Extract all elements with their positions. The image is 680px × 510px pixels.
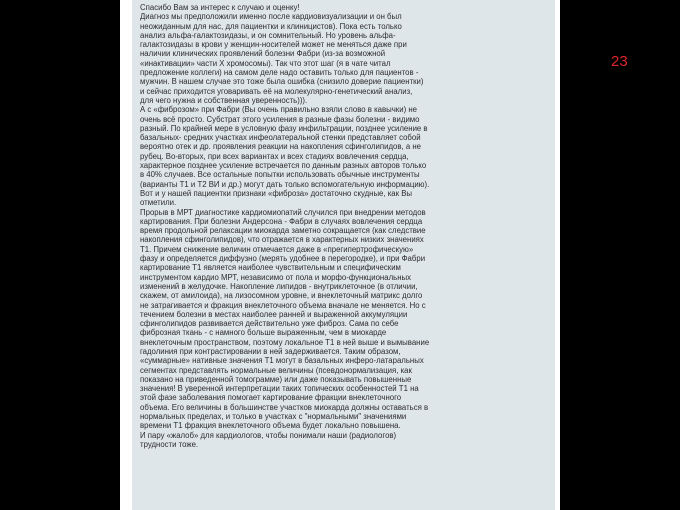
post-body-text: Спасибо Вам за интерес к случаю и оценку! Диагноз мы предположили именно после кардиовизуализации и он был неожиданным для нас, для пациентки и клиницистов). Пока есть только анализ альфа-галактозидазы, и он сомнительный. Но уровень альфа- галактозидазы в крови у женщин-носителей может не меняться даже при наличии клинических проявлений болезни Фабри (из-за возможной «инактивации» части X хромосомы). Так что этот шаг (я в чате читал предложение коллеги) на самом деле надо оставить только для пациентов - мужчин. В нашем случае это тоже была ошибка (снизило доверие пациентки) и сейчас приходится уговаривать её на молекулярно-генетический анализ, для чего нужна и собственная уверенность))). А с «фиброзом» при Фабри (Вы очень правильно взяли слово в кавычки) не очень всё просто. Субстрат этого усиления в разные фазы болезни - видимо разный. По крайней мере в условную фазу инфильтрации, позднее усиление в базальных- средних участках инфеолатеральной стенки представляет собой вероятно отек и др. проявления реакции на накопления сфинголипидов, а не рубец. Во-вторых, при всех вариантах и всех стадиях вовлечения сердца, характерное позднее усиление встречается по данным разных авторов только в 40% случаев. Все остальные попытки использовать обычные инструменты (варианты Т1 и Т2 ВИ и др.) могут дать только вспомогательную информацию). Вот и у нашей пациентки признаки «фиброза» достаточно скудные, как Вы отметили. Прорыв в МРТ диагностике кардиомиопатий случился при внедрении методов картирования. При болезни Андерсона - Фабри в случаях вовлечения сердца время продольной релаксации миокарда заметно сокращается (как следствие накопления сфинголипидов), что отражается в характерных низких значениях Т1. Причем снижение величин отмечается даже в «прегипертрофическую» фазу и определяется диффузно (мерять удобнее в перегородке), и при Фабри картирование Т1 является наиболее чувствительным и специфическим инструментом кардио МРТ, независимо от пола и морфо-функциональных изменений в желудочке. Накопление липидов - внутриклеточное (в отличии, скажем, от амилоида), на лизосомном уровне, и внеклеточный матрикс долго не затрагивается и фракция внеклеточного объема вначале не меняется. Но с течением болезни в местах наиболее ранней и выраженной аккумуляции сфинголипидов развивается действительно уже фиброз. Сама по себе фиброзная ткань - с намного больше выраженным, чем в миокарде внеклеточным пространством, поэтому локальное Т1 в ней выше и вымывание гадолиния при контрастировании в ней задерживается. Таким образом, «суммарные» нативные значения Т1 могут в базальных инферо-латаральных сегментах представлять нормальные величины (псевдонормализация, как показано на приведенной томограмме) или даже показывать повышенные значения! В уверенной интерпретации таких топических особенностей Т1 на этой фазе заболевания помогает картирование фракции внеклеточного объема. Его величины в большинстве участков миокарда должны оставаться в нормальных пределах, и только в участках с "нормальными" значениями времени Т1 фракция внеклеточного объема будет локально повышена. И пару «жалоб» для кардиологов, чтобы понимали наши (радиологов) трудности тоже. — [140, 3, 430, 449]
slide-canvas — [120, 0, 560, 510]
forum-post — [132, 0, 555, 510]
slide-number: 23 — [611, 53, 628, 70]
